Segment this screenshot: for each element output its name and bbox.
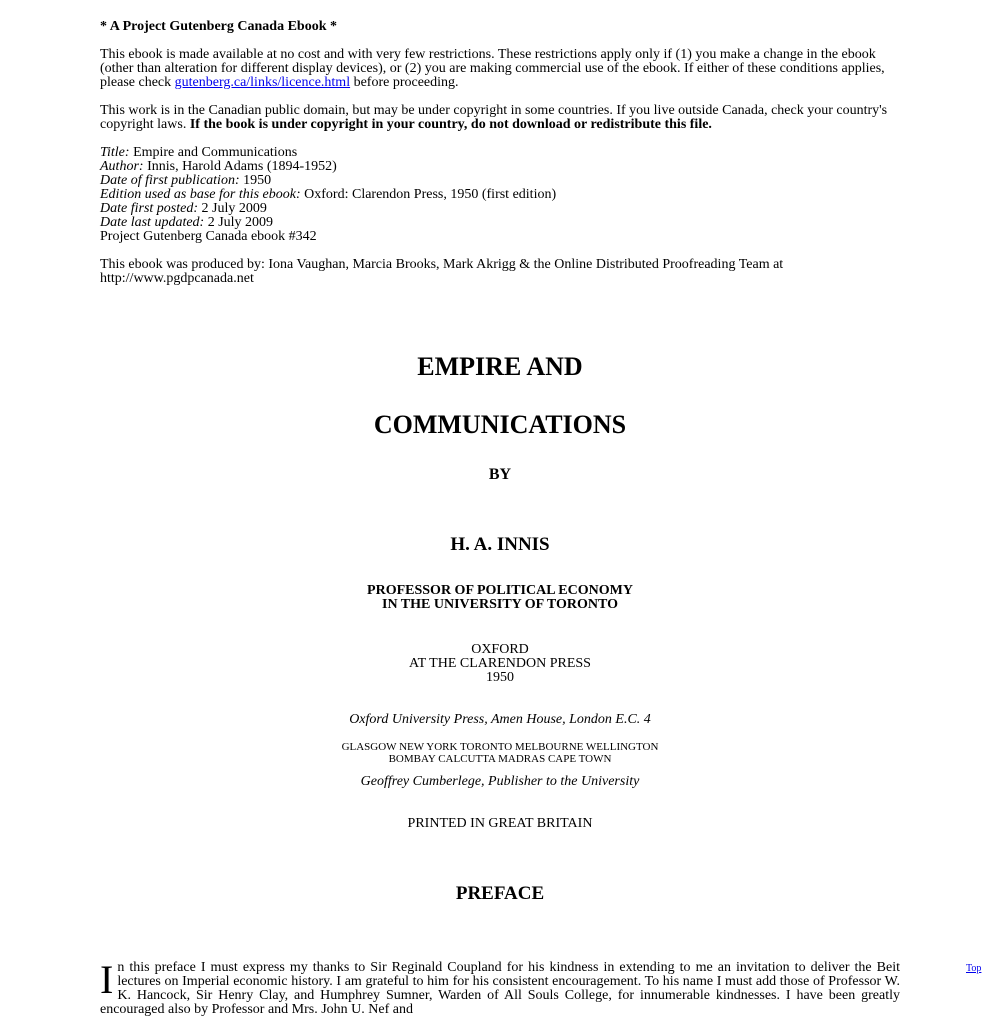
printed-in: PRINTED IN GREAT BRITAIN xyxy=(407,816,593,831)
publisher-name: Geoffrey Cumberlege, Publisher to the University xyxy=(360,774,640,789)
meta-author-value: Innis, Harold Adams (1894-1952) xyxy=(147,159,337,174)
author-position-line2: IN THE UNIVERSITY OF TORONTO xyxy=(382,597,618,612)
meta-author-label: Author: xyxy=(100,159,144,174)
licence-link[interactable]: gutenberg.ca/links/licence.html xyxy=(174,75,351,90)
preface-paragraph: n this preface I must express my thanks to Sir Reginald Coupland for his kindness in extending to me an invitation to deliver the Beit lectures on Imperial economic history. I am grateful to him for his consistent encouragement. To his name I must add those of Professor W. K. Hancock, Sir Henry Clay, and Humphrey Sumner, Warden of All Souls College, for innumerable kindnesses. I have been greatly encouraged also by Professor and Mrs. John U. Nef and xyxy=(100,960,900,1017)
publisher-house: Oxford University Press, Amen House, London E.C. 4 xyxy=(349,712,651,727)
meta-posted-value: 2 July 2009 xyxy=(201,201,267,216)
copyright-warning: If the book is under copyright in your country, do not download or redistribute this file. xyxy=(189,117,712,132)
meta-posted xyxy=(100,202,900,216)
meta-updated xyxy=(100,216,900,230)
meta-edition-value: Oxford: Clarendon Press, 1950 (first edition) xyxy=(304,187,557,202)
preface-heading: PREFACE xyxy=(455,883,545,904)
meta-updated-value: 2 July 2009 xyxy=(207,215,274,230)
title-page xyxy=(100,352,900,904)
meta-ebook-number: Project Gutenberg Canada ebook #342 xyxy=(100,229,317,244)
preface-dropcap: I xyxy=(100,957,114,1002)
publisher-cities-line1: GLASGOW NEW YORK TORONTO MELBOURNE WELLINGTON xyxy=(341,741,659,753)
meta-posted-label: Date first posted: xyxy=(100,201,198,216)
publisher-cities-line2: BOMBAY CALCUTTA MADRAS CAPE TOWN xyxy=(388,753,612,765)
meta-updated-label: Date last updated: xyxy=(100,215,205,230)
gutenberg-banner: * A Project Gutenberg Canada Ebook * xyxy=(100,19,337,34)
ebook-metadata xyxy=(100,146,900,244)
ebook-document xyxy=(100,19,900,904)
copyright-text: This work is in the Canadian public domain, but may be under copyright in some countries. If you live outside Canada, check your country's copyright laws. xyxy=(100,103,888,132)
copyright-notice xyxy=(100,104,900,132)
meta-pub-date xyxy=(100,174,900,188)
publisher-press: AT THE CLARENDON PRESS xyxy=(409,656,591,671)
by-line: BY xyxy=(488,466,512,483)
meta-pub-value: 1950 xyxy=(243,173,272,188)
preface-text xyxy=(100,957,900,1017)
meta-title-value: Empire and Communications xyxy=(133,145,298,160)
book-title-line2: COMMUNICATIONS xyxy=(373,410,627,439)
top-link[interactable]: Top xyxy=(966,963,982,974)
meta-title-label: Title: xyxy=(100,145,130,160)
meta-edition-label: Edition used as base for this ebook: xyxy=(100,187,301,202)
producer-credit: This ebook was produced by: Iona Vaughan, Marcia Brooks, Mark Akrigg & the Online Distributed Proofreading Team at http://www.pgdpcanada.net xyxy=(100,257,784,286)
meta-title xyxy=(100,146,900,160)
publisher-place: OXFORD xyxy=(471,642,529,657)
restrictions-notice xyxy=(100,48,900,90)
meta-pub-label: Date of first publication: xyxy=(100,173,240,188)
meta-author xyxy=(100,160,900,174)
meta-edition xyxy=(100,188,900,202)
publication-year: 1950 xyxy=(486,670,514,685)
restrictions-text: This ebook is made available at no cost and with very few restrictions. These restrictions apply only if (1) you make a change in the ebook (other than alteration for different display devices), or (2) you are making commercial use of the ebook. If either of these conditions applies, please check xyxy=(100,47,885,90)
author-name: H. A. INNIS xyxy=(450,534,550,555)
restrictions-tail: before proceeding. xyxy=(353,75,459,90)
author-position-line1: PROFESSOR OF POLITICAL ECONOMY xyxy=(367,583,633,598)
book-title-line1: EMPIRE AND xyxy=(417,352,583,381)
